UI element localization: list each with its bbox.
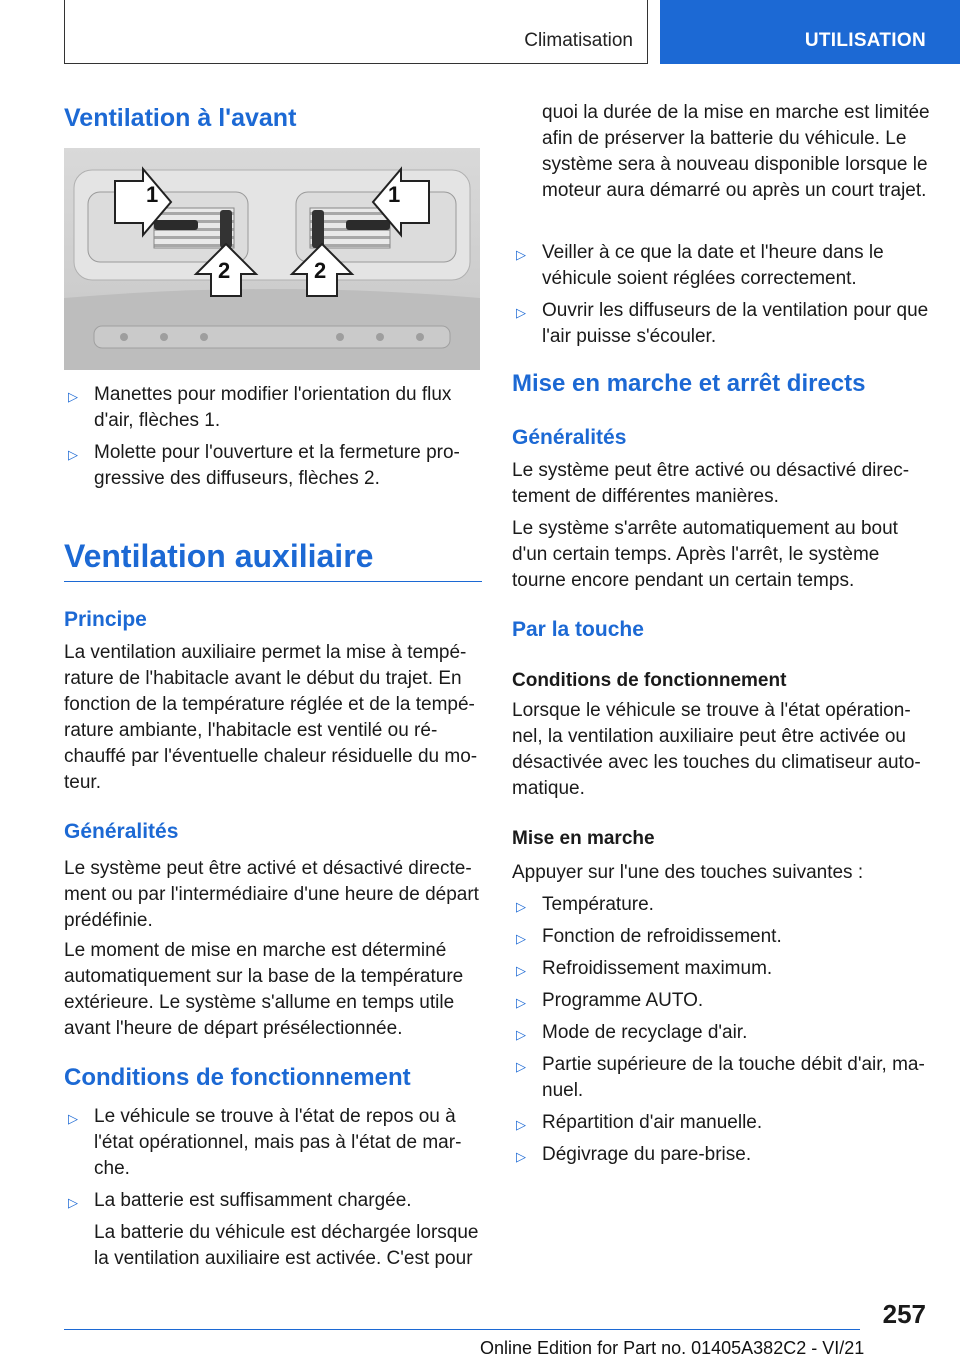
- list-item: ▷ Le véhicule se trouve à l'état de repos ou à l'état opérationnel, mais pas à l'état de marche.: [68, 1106, 462, 1179]
- list-item: ▷ Fonction de refroidissement.: [512, 924, 930, 950]
- front-ventilation-heading: Ventilation à l'avant: [64, 104, 297, 132]
- triangle-bullet-icon: ▷: [516, 1027, 526, 1042]
- mise-en-marche-text: Appuyer sur l'une des touches suivantes :: [512, 862, 864, 883]
- conditions-list: [64, 1104, 482, 1278]
- list-item: ▷ Répartition d'air manuelle.: [512, 1110, 930, 1136]
- keys-list: [512, 892, 930, 1174]
- dashboard-vents-figure: [64, 148, 480, 370]
- list-item: ▷ Refroidissement maximum.: [512, 956, 930, 982]
- list-item: ▷ Programme AUTO.: [512, 988, 930, 1014]
- arrow-2-left-label: 2: [218, 258, 231, 283]
- principe-heading: Principe: [64, 608, 147, 631]
- auxiliary-ventilation-heading: Ventilation auxiliaire: [64, 538, 482, 582]
- section-title: Climatisation: [524, 30, 633, 51]
- chapter-tab-label: UTILISATION: [804, 30, 926, 51]
- list-item: ▷ Dégivrage du pare-brise.: [512, 1142, 930, 1168]
- triangle-bullet-icon: ▷: [516, 995, 526, 1010]
- dashboard-vents-illustration: [64, 148, 480, 370]
- triangle-bullet-icon: ▷: [68, 1195, 78, 1210]
- gen-paragraph-2: Le système s'arrête automatiquement au bout d'un certain temps. Après l'arrêt, le système tourne encore pendant un certain temps.: [512, 518, 898, 591]
- triangle-bullet-icon: ▷: [516, 931, 526, 946]
- triangle-bullet-icon: ▷: [516, 899, 526, 914]
- generalites-heading: Généralités: [64, 820, 179, 843]
- par-la-touche-heading: Par la touche: [512, 618, 644, 641]
- triangle-bullet-icon: ▷: [516, 1059, 526, 1074]
- triangle-bullet-icon: ▷: [68, 1111, 78, 1126]
- footer-divider: [64, 1329, 860, 1330]
- triangle-bullet-icon: ▷: [68, 389, 78, 404]
- list-item: ▷ La batterie est suffisamment chargée. La batterie du véhicule est déchargée lorsque la ventilation auxiliaire est activée. C'est pour: [64, 1188, 482, 1272]
- triangle-bullet-icon: ▷: [516, 963, 526, 978]
- triangle-bullet-icon: ▷: [68, 447, 78, 462]
- chapter-tab: [660, 0, 960, 64]
- generalites-paragraph-1: Le système peut être activé et désactivé directement ou par l'intermédiaire d'une heure de départ prédéfinie.: [64, 858, 479, 931]
- gen-paragraph-1: Le système peut être activé ou désactivé directement de différentes manières.: [512, 460, 910, 507]
- list-item: ▷ Manettes pour modifier l'orientation du flux d'air, flèches 1.: [68, 384, 452, 431]
- triangle-bullet-icon: ▷: [516, 1149, 526, 1164]
- generalites-heading-right: Généralités: [512, 426, 627, 449]
- list-item: ▷ Température.: [512, 892, 930, 918]
- list-item: ▷ Veiller à ce que la date et l'heure dans le véhicule soient réglées correctement.: [516, 242, 884, 289]
- battery-note: La batterie du véhicule est déchargée lorsque la ventilation auxiliaire est activée. C'est pour: [94, 1222, 479, 1269]
- advice-list: [512, 240, 930, 356]
- conditions-heading: Conditions de fonctionnement: [64, 1064, 411, 1091]
- list-item: ▷ Mode de recyclage d'air.: [512, 1020, 930, 1046]
- conditions-subheading: Conditions de fonctionnement: [512, 670, 787, 691]
- triangle-bullet-icon: ▷: [516, 247, 526, 262]
- direct-on-off-heading: Mise en marche et arrêt directs: [512, 370, 866, 397]
- list-item: ▷ Ouvrir les diffuseurs de la ventilation pour que l'air puisse s'écouler.: [516, 300, 929, 347]
- arrow-1-right-label: 1: [388, 182, 401, 207]
- conditions-text: Lorsque le véhicule se trouve à l'état opérationnel, la ventilation auxiliaire peut être activée ou désactivée avec les touches du climatiseur automatique.: [512, 700, 921, 799]
- footer-edition: Online Edition for Part no. 01405A382C2 - VI/21: [480, 1338, 865, 1358]
- list-item: ▷ Partie supérieure de la touche débit d'air, manuel.: [516, 1054, 925, 1101]
- arrow-1-left-label: 1: [146, 182, 159, 207]
- list-item: ▷ Molette pour l'ouverture et la fermeture progressive des diffuseurs, flèches 2.: [68, 442, 460, 489]
- triangle-bullet-icon: ▷: [516, 1117, 526, 1132]
- battery-note-continued: quoi la durée de la mise en marche est limitée afin de préserver la batterie du véhicule. Le système sera à nouveau disponible lorsque le moteur aura démarré ou après un court trajet.: [542, 102, 930, 201]
- principe-text: La ventilation auxiliaire permet la mise à température de l'habitacle avant le début du trajet. En fonction de la température réglée et de la température ambiante, l'habitacle est ventilé ou réchauffé par l'éventuelle chaleur résiduelle du moteur.: [64, 642, 478, 793]
- arrow-2-right-label: 2: [314, 258, 327, 283]
- mise-en-marche-subheading: Mise en marche: [512, 828, 655, 849]
- generalites-paragraph-2: Le moment de mise en marche est déterminé automatiquement sur la base de la température extérieure. Le système s'allume en temps utile avant l'heure de départ présélectionnée.: [64, 940, 464, 1039]
- header-section-box: [64, 0, 648, 64]
- triangle-bullet-icon: ▷: [516, 305, 526, 320]
- page-number: 257: [882, 1299, 926, 1329]
- figure-bullet-list: [64, 382, 482, 498]
